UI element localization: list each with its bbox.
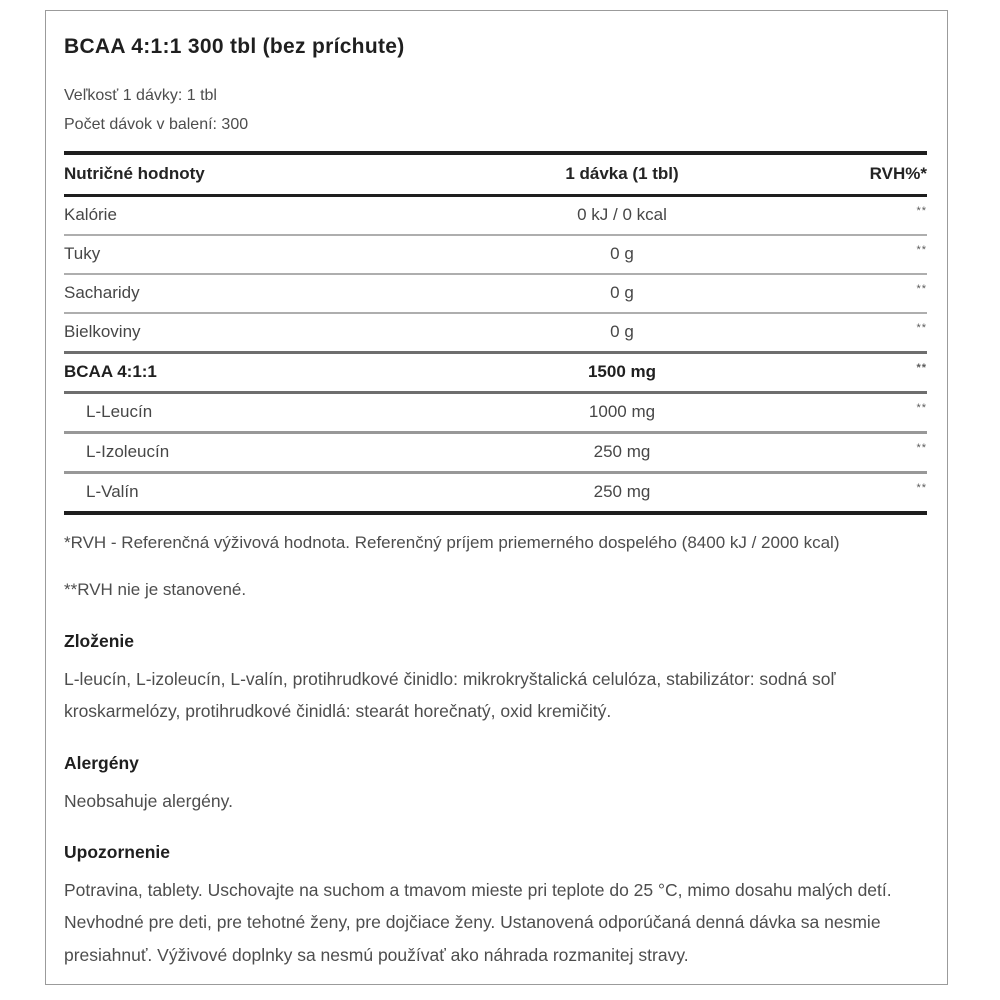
rvh-mark: ** xyxy=(916,205,927,217)
nutrient-name: Sacharidy xyxy=(64,283,140,302)
servings-per-pack-line: Počet dávok v balení: 300 xyxy=(64,116,249,133)
section-body-ingredients: L-leucín, L-izoleucín, L-valín, protihrudkové činidlo: mikrokryštalická celulóza, stabilizátor: sodná soľ kroskarmelózy, protihrudkové činidlá: stearát horečnatý, oxid kremičitý. xyxy=(64,668,836,722)
nutrient-value: 0 kJ / 0 kcal xyxy=(577,205,667,224)
column-header-rvh: RVH%* xyxy=(869,164,927,183)
nutrient-name: L-Leucín xyxy=(86,402,153,421)
nutrient-name: L-Valín xyxy=(86,482,139,501)
nutrient-name: Bielkoviny xyxy=(64,322,141,341)
footnote-rvh-definition: *RVH - Referenčná výživová hodnota. Referenčný príjem priemerného dospelého (8400 kJ / 2000 kcal) xyxy=(64,533,840,552)
nutrient-value: 250 mg xyxy=(593,442,651,461)
nutrient-name: Kalórie xyxy=(64,205,117,224)
table-row xyxy=(64,434,927,474)
nutrient-value: 0 g xyxy=(610,244,634,263)
section-heading-ingredients: Zloženie xyxy=(64,630,135,651)
nutrition-label-card xyxy=(45,10,948,985)
section-heading-warning: Upozornenie xyxy=(64,842,170,862)
rvh-mark: ** xyxy=(916,362,927,374)
nutrition-table xyxy=(64,151,927,515)
rvh-mark: ** xyxy=(916,482,927,494)
nutrient-name: Tuky xyxy=(64,244,101,263)
table-row xyxy=(64,197,927,236)
column-header-serving: 1 dávka (1 tbl) xyxy=(565,164,679,183)
table-row xyxy=(64,474,927,515)
serving-size-line: Veľkosť 1 dávky: 1 tbl xyxy=(64,87,217,104)
footnote-rvh-not-set: **RVH nie je stanovené. xyxy=(64,580,247,600)
rvh-mark: ** xyxy=(916,322,927,334)
table-row xyxy=(64,275,927,314)
nutrient-name: BCAA 4:1:1 xyxy=(64,362,157,381)
section-body-allergens: Neobsahuje alergény. xyxy=(64,790,233,811)
rvh-mark: ** xyxy=(916,442,927,454)
nutrient-value: 0 g xyxy=(610,322,634,341)
nutrient-value: 1000 mg xyxy=(588,402,656,421)
page-title: BCAA 4:1:1 300 tbl (bez príchute) xyxy=(64,35,405,58)
section-heading-allergens: Alergény xyxy=(64,752,139,773)
rvh-mark: ** xyxy=(916,283,927,295)
column-header-nutrients: Nutričné hodnoty xyxy=(64,164,205,183)
rvh-mark: ** xyxy=(916,244,927,256)
table-header-row xyxy=(64,151,927,197)
nutrient-name: L-Izoleucín xyxy=(86,442,170,461)
table-row xyxy=(64,394,927,434)
nutrient-value: 0 g xyxy=(610,283,634,302)
rvh-mark: ** xyxy=(916,402,927,414)
nutrient-value: 1500 mg xyxy=(587,362,657,381)
table-row-bcaa-total xyxy=(64,354,927,394)
nutrient-value: 250 mg xyxy=(593,482,651,501)
section-body-warning: Potravina, tablety. Uschovajte na suchom a tmavom mieste pri teplote do 25 °C, mimo dosahu malých detí. Nevhodné pre deti, pre tehotné ženy, pre dojčiace ženy. Ustanovená odporúčaná denná dávka sa nesmie presiahnuť. Výživové doplnky sa nesmú používať ako náhrada rozmanitej stravy. xyxy=(64,880,892,965)
table-row xyxy=(64,236,927,275)
table-row xyxy=(64,314,927,354)
